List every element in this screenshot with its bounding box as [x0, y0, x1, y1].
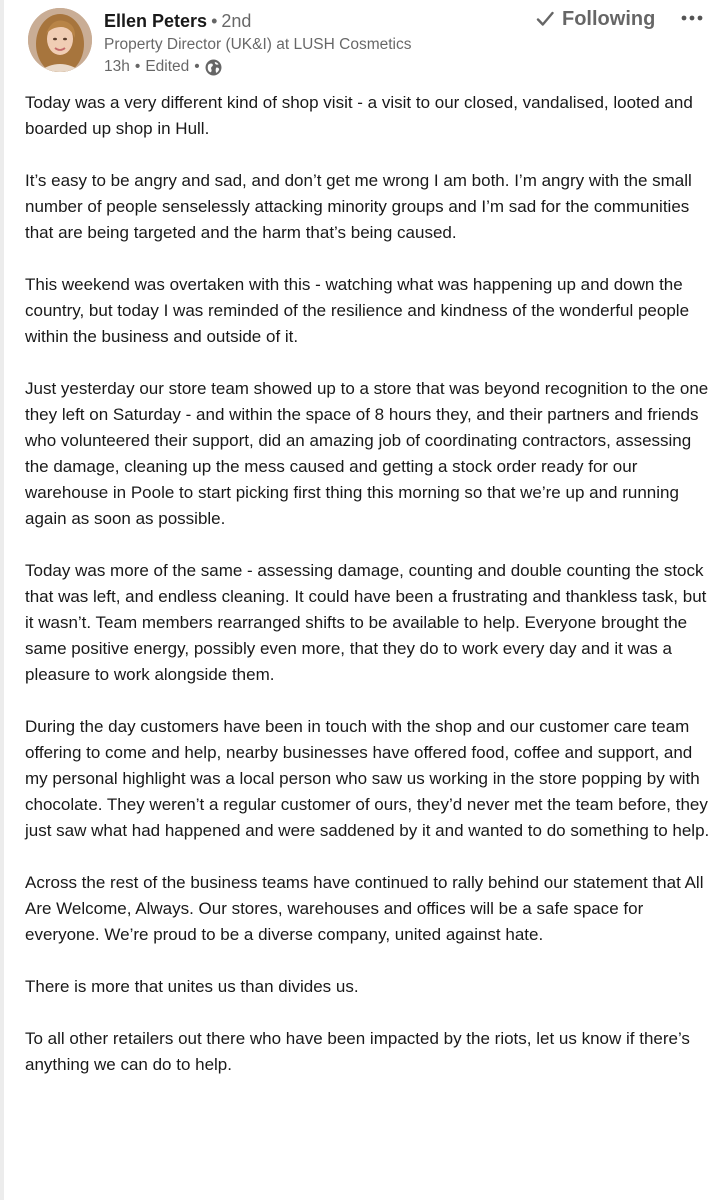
meta-separator: • — [194, 58, 200, 75]
following-label: Following — [562, 7, 656, 30]
feed-left-rule — [0, 0, 4, 1200]
post-body — [25, 90, 717, 1078]
post-paragraph: It’s easy to be angry and sad, and don’t get me wrong I am both. I’m angry with the small number of people senselessly attacking minority groups and I’m sad for the communities that are being targeted and the harm that’s being caused. — [25, 171, 692, 242]
post-paragraph: There is more that unites us than divides us. — [25, 977, 359, 996]
post-header — [25, 0, 717, 88]
globe-icon — [205, 59, 222, 76]
profile-photo-icon — [28, 8, 92, 72]
post-paragraph: During the day customers have been in touch with the shop and our customer care team offering to come and help, nearby businesses have offered food, coffee and support, and my personal highlight was a local person who saw us working in the store popping by with chocolate. They weren’t a regular customer of ours, they’d never met the team before, they just saw what had happened and were saddened by it and wanted to do something to help. — [25, 717, 710, 840]
more-options-button[interactable] — [679, 6, 705, 30]
author-avatar[interactable] — [28, 8, 92, 72]
meta-separator: • — [134, 58, 141, 75]
author-name[interactable]: Ellen Peters — [104, 11, 208, 31]
post-paragraph: Just yesterday our store team showed up to a store that was beyond recognition to the one they left on Saturday - and within the space of 8 hours they, and their partners and friends who volunteered their support, did an amazing job of coordinating contractors, assessing the damage, cleaning up the mess caused and getting a stock order ready for our warehouse in Poole to start picking first thing this morning so that we’re up and running again as soon as possible. — [25, 379, 709, 528]
following-button[interactable] — [536, 4, 655, 34]
post-meta — [104, 56, 412, 78]
post-paragraph: Today was a very different kind of shop visit - a visit to our closed, vandalised, looted and boarded up shop in Hull. — [25, 93, 693, 138]
author-name-line — [104, 8, 412, 34]
post-paragraph: Today was more of the same - assessing damage, counting and double counting the stock that was left, and endless cleaning. It could have been a frustrating and thankless task, but it wasn’t. Team members rearranged shifts to be available to help. Everyone brought the same positive energy, possibly even more, that they do to work every day and it was a pleasure to work alongside them. — [25, 561, 707, 684]
name-separator: • — [211, 11, 218, 31]
ellipsis-icon — [679, 6, 705, 30]
author-headline: Property Director (UK&I) at LUSH Cosmetics — [104, 36, 412, 53]
connection-degree: 2nd — [221, 11, 252, 31]
post-paragraph: This weekend was overtaken with this - watching what was happening up and down the country, but today I was reminded of the resilience and kindness of the wonderful people within the business and outside of it. — [25, 275, 690, 346]
edited-label: Edited — [145, 58, 190, 75]
feed-post — [25, 0, 717, 1074]
author-info — [104, 8, 412, 78]
post-paragraph: Across the rest of the business teams have continued to rally behind our statement that All Are Welcome, Always. Our stores, warehouses and offices will be a safe space for everyone. We’re proud to be a diverse company, united against hate. — [25, 873, 704, 944]
post-time: 13h — [104, 58, 130, 75]
post-paragraph: To all other retailers out there who have been impacted by the riots, let us know if there’s anything we can do to help. — [25, 1029, 690, 1074]
check-icon — [536, 10, 554, 28]
